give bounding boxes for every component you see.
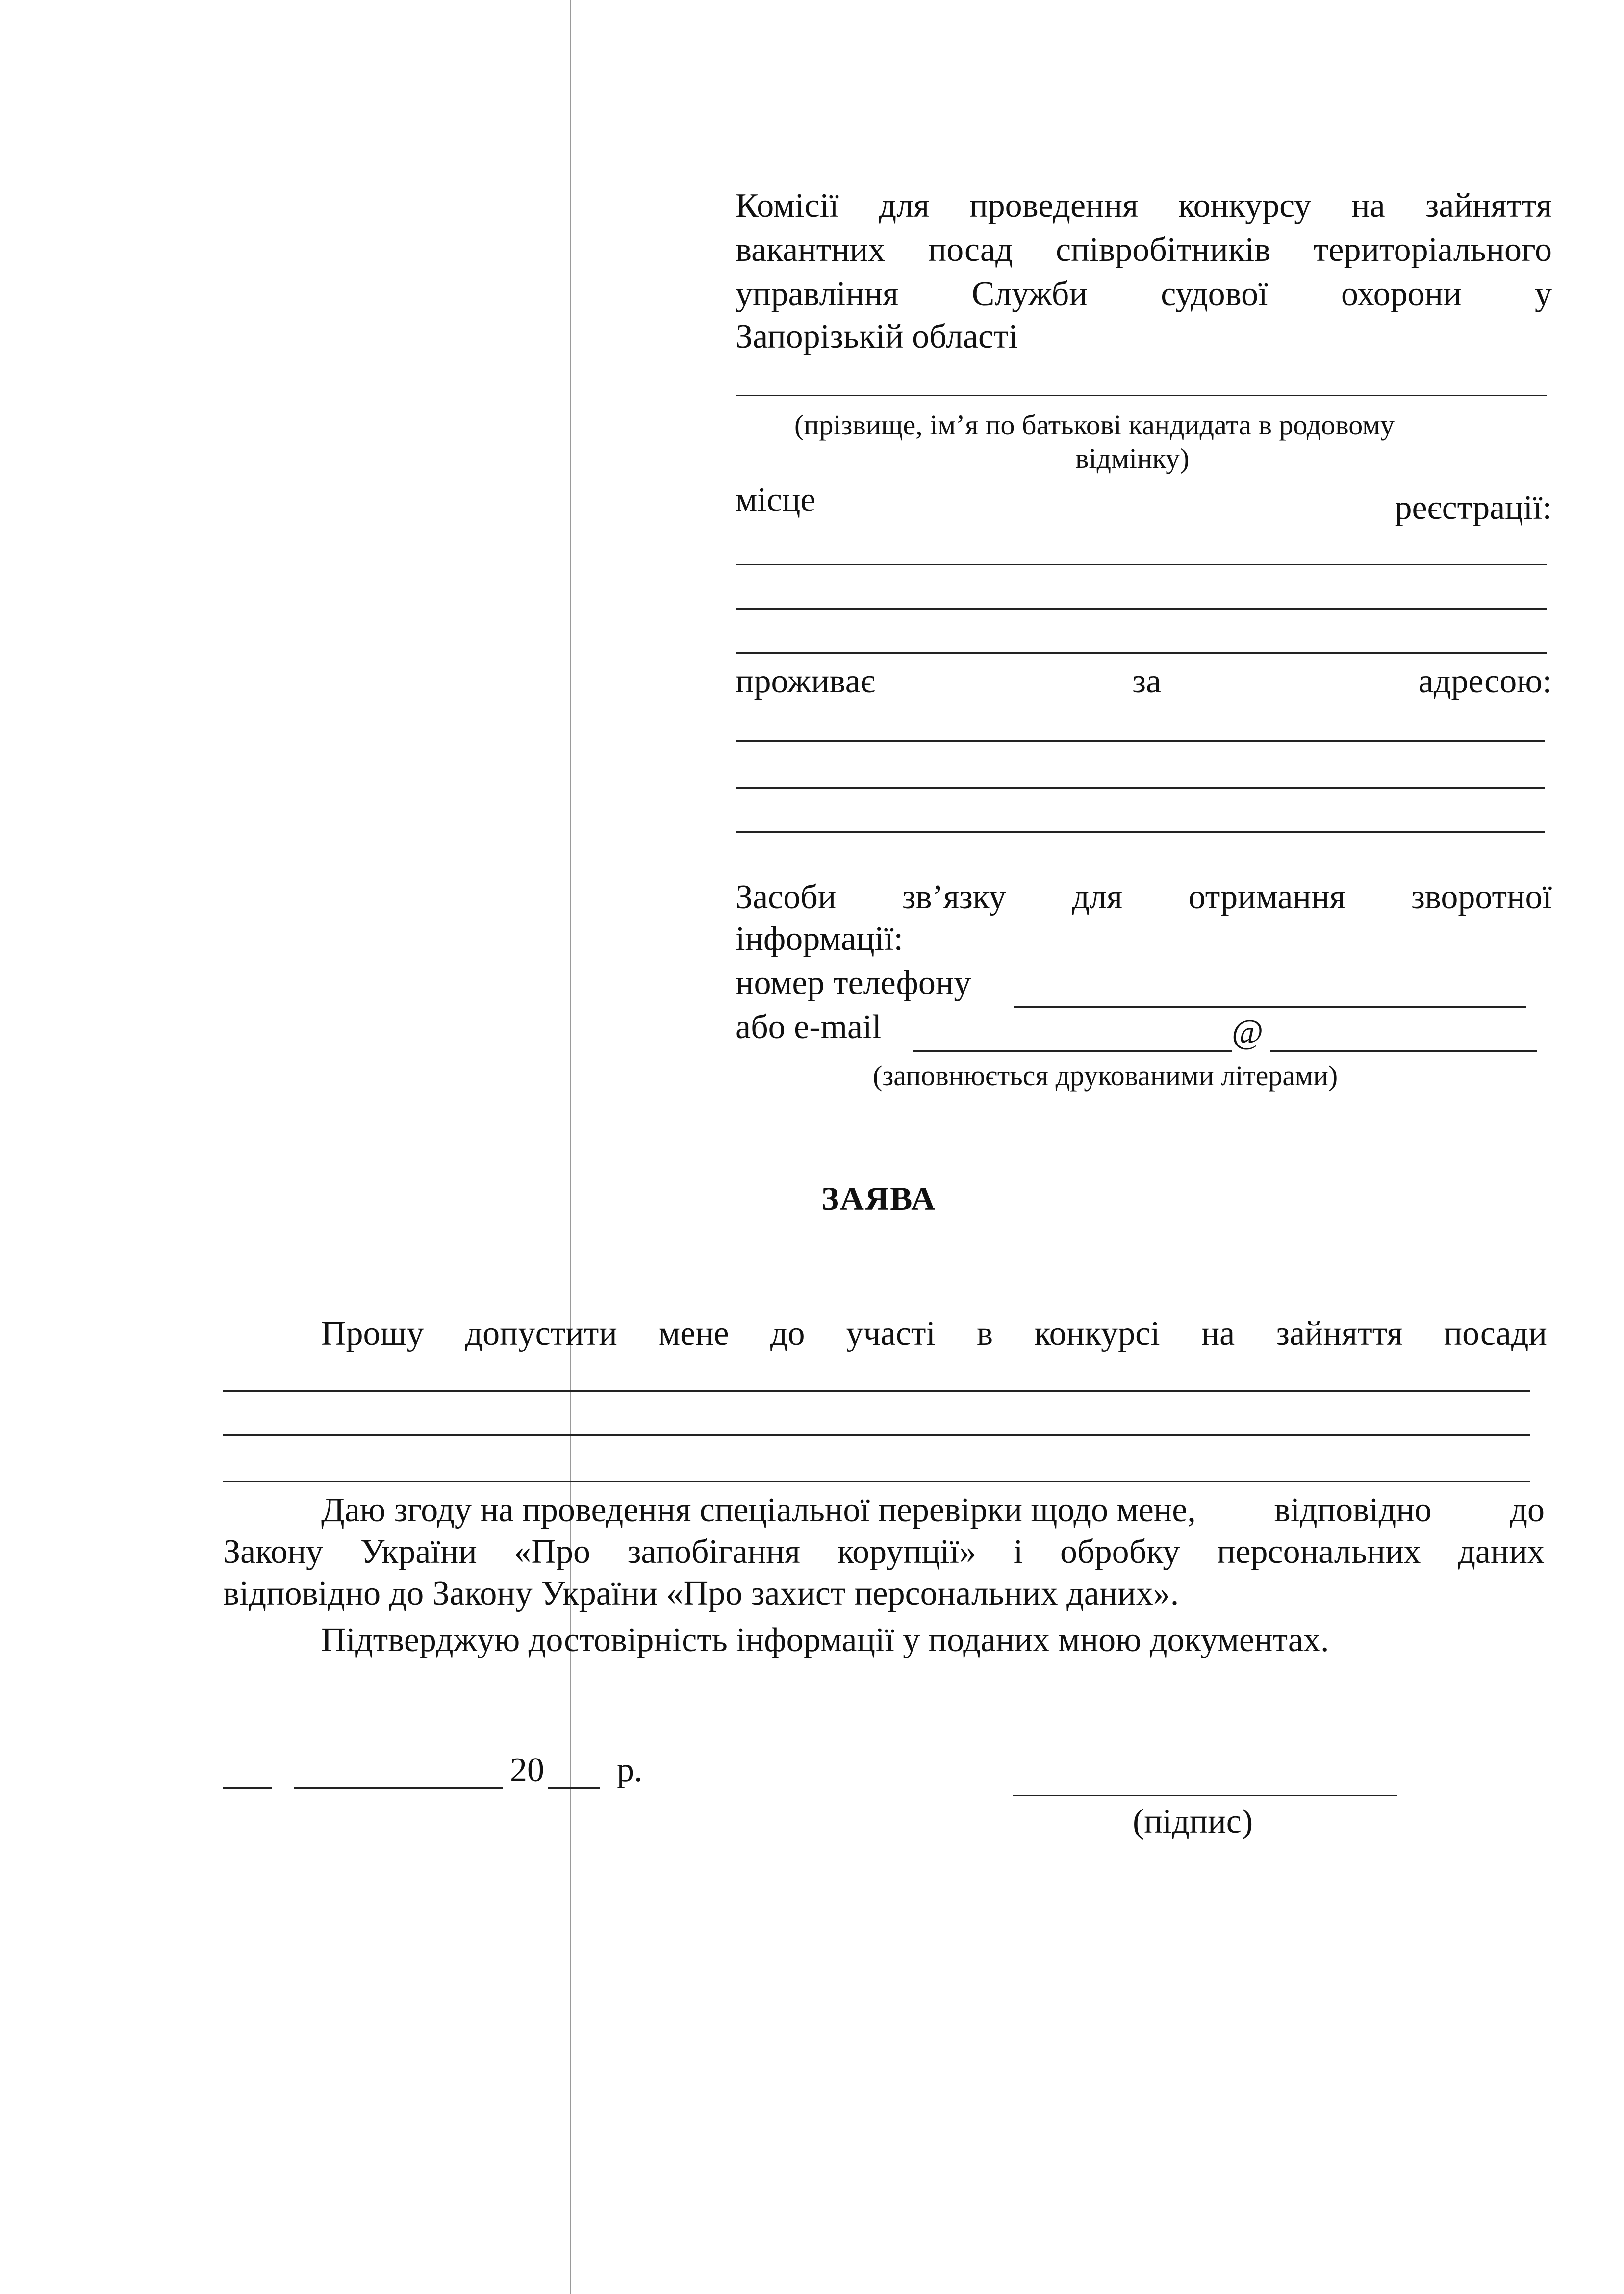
request-word: допустити: [465, 1315, 617, 1352]
contacts-heading-line-2: інформації:: [736, 920, 903, 958]
residence-field-3[interactable]: [736, 831, 1545, 833]
residence-field-1[interactable]: [736, 740, 1545, 742]
email-user-field[interactable]: [913, 1050, 1232, 1052]
signature-hint: (підпис): [1133, 1803, 1253, 1840]
registration-field-1[interactable]: [736, 564, 1547, 565]
request-word: конкурсі: [1034, 1315, 1160, 1352]
addressee-word: управління: [736, 275, 899, 313]
contacts-word: отримання: [1188, 878, 1345, 916]
applicant-name-field[interactable]: [736, 395, 1547, 396]
email-domain-field[interactable]: [1270, 1050, 1537, 1052]
phone-label: номер телефону: [736, 964, 971, 1002]
position-field-1[interactable]: [223, 1390, 1530, 1392]
position-field-3[interactable]: [223, 1481, 1530, 1482]
consent-phrase: до: [1510, 1491, 1545, 1529]
request-word: до: [770, 1315, 805, 1352]
addressee-word: територіального: [1313, 231, 1552, 269]
addressee-word: судової: [1161, 275, 1268, 313]
request-line: [321, 1317, 1547, 1351]
consent-word: і: [1013, 1533, 1023, 1571]
addressee-word: у: [1534, 275, 1552, 313]
scan-fold-line: [570, 0, 571, 2294]
consent-word: корупції»: [837, 1533, 977, 1571]
signature-field[interactable]: [1013, 1795, 1397, 1796]
confirm-line: Підтверджую достовірність інформації у поданих мною документах.: [321, 1621, 1329, 1659]
contacts-word: зворотної: [1411, 878, 1552, 916]
residence-field-2[interactable]: [736, 787, 1545, 789]
statement-title: ЗАЯВА: [821, 1180, 937, 1217]
registration-word: реєстрації:: [1395, 489, 1552, 527]
consent-line-2: [223, 1535, 1545, 1569]
request-word: участі: [846, 1315, 936, 1352]
consent-phrase: відповідно: [1274, 1491, 1432, 1529]
request-word: мене: [658, 1315, 729, 1352]
request-word: в: [977, 1315, 993, 1352]
addressee-word: Служби: [971, 275, 1088, 313]
date-year-field[interactable]: [548, 1787, 600, 1789]
consent-word: «Про: [514, 1533, 590, 1571]
addressee-word: на: [1351, 187, 1385, 225]
registration-field-2[interactable]: [736, 608, 1547, 610]
consent-phrase: Даю згоду на проведення спеціальної перевірки щодо мене,: [321, 1491, 1196, 1529]
consent-line-1: [321, 1493, 1545, 1528]
addressee-word: співробітників: [1056, 231, 1271, 269]
addressee-word: вакантних: [736, 231, 886, 269]
consent-word: запобігання: [627, 1533, 800, 1571]
request-word: Прошу: [321, 1315, 424, 1352]
residence-word: проживає: [736, 663, 875, 700]
contacts-heading: [736, 880, 1552, 915]
addressee-word: проведення: [969, 187, 1139, 225]
request-word: на: [1201, 1315, 1235, 1352]
consent-word: персональних: [1217, 1533, 1421, 1571]
phone-field[interactable]: [1014, 1006, 1526, 1008]
contacts-hint: (заповнюється друкованими літерами): [873, 1060, 1338, 1092]
addressee-line-2: [736, 233, 1552, 267]
request-word: посади: [1444, 1315, 1547, 1352]
addressee-word: зайняття: [1425, 187, 1552, 225]
residence-word: адресою:: [1418, 663, 1552, 700]
registration-label: [736, 481, 1552, 527]
date-month-field[interactable]: [294, 1787, 503, 1789]
email-label: або e-mail: [736, 1008, 882, 1046]
consent-word: обробку: [1060, 1533, 1180, 1571]
addressee-word: охорони: [1341, 275, 1462, 313]
name-hint-line-2: відмінку): [1075, 442, 1190, 474]
year-prefix: 20: [510, 1751, 544, 1789]
addressee-line-4: Запорізькій області: [736, 318, 1018, 356]
contacts-word: для: [1072, 878, 1123, 916]
contacts-word: зв’язку: [902, 878, 1006, 916]
registration-word: місце: [736, 481, 816, 519]
consent-word: Закону: [223, 1533, 324, 1571]
addressee-line-1: [736, 189, 1552, 223]
email-at-sign: @: [1232, 1013, 1264, 1051]
consent-line-3: відповідно до Закону України «Про захист персональних даних».: [223, 1575, 1179, 1612]
addressee-word: Комісії: [736, 187, 839, 225]
consent-word: даних: [1458, 1533, 1545, 1571]
residence-label: [736, 664, 1552, 699]
addressee-line-3: [736, 277, 1552, 311]
date-day-field[interactable]: [223, 1787, 272, 1789]
consent-word: України: [360, 1533, 477, 1571]
addressee-word: для: [879, 187, 930, 225]
addressee-word: конкурсу: [1178, 187, 1312, 225]
residence-word: за: [1132, 663, 1162, 700]
addressee-word: посад: [928, 231, 1013, 269]
registration-field-3[interactable]: [736, 652, 1547, 654]
year-suffix: р.: [617, 1751, 643, 1789]
position-field-2[interactable]: [223, 1434, 1530, 1436]
contacts-word: Засоби: [736, 878, 837, 916]
name-hint-line-1: (прізвище, ім’я по батькові кандидата в родовому: [794, 409, 1395, 441]
request-word: зайняття: [1276, 1315, 1403, 1352]
